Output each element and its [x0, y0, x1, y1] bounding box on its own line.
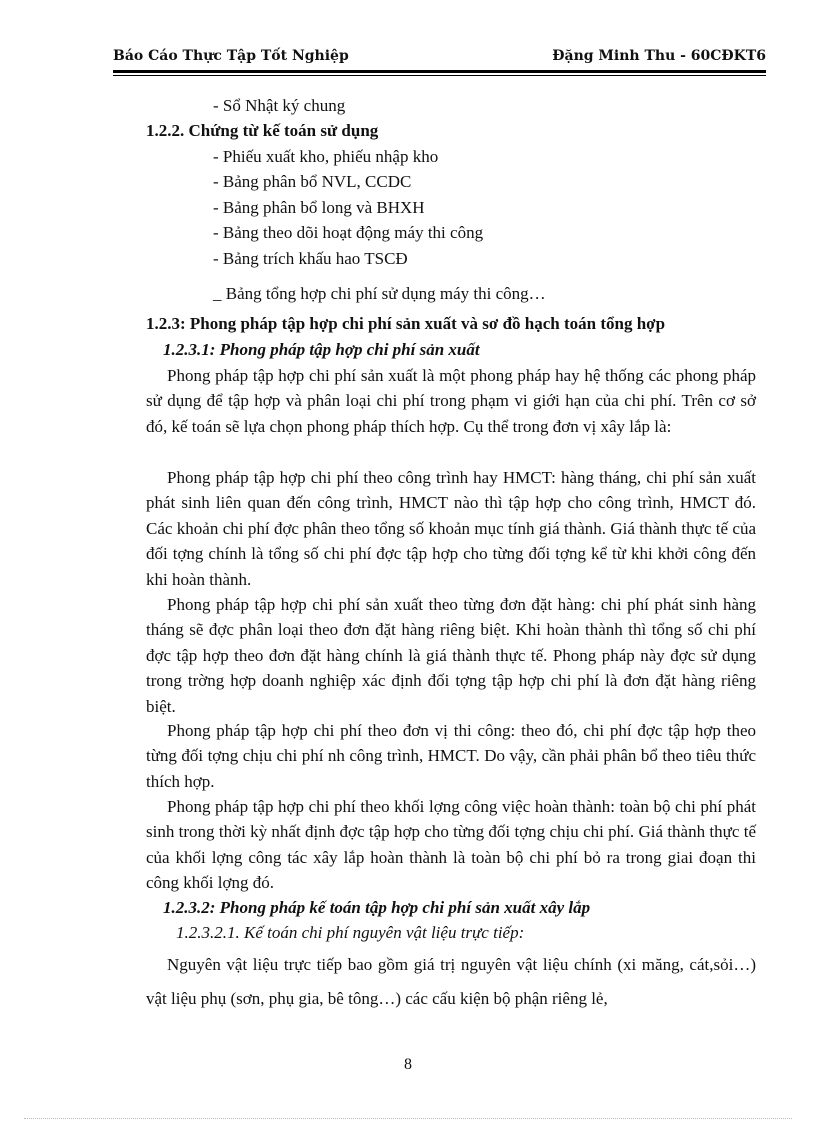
bullet-khau-hao: - Bảng trích khấu hao TSCĐ [213, 249, 408, 268]
paragraph-theo-don-vi-thi-cong: Phong pháp tập hợp chi phí theo đơn vị thi công: theo đó, chi phí đợc tập hợp theo từng đối tợng chịu chi phí nh công trình, HMCT. Do vậy, cần phải phân bổ theo tiêu thức thích hợp. [146, 721, 756, 791]
page-number: 8 [404, 1056, 412, 1073]
paragraph-theo-khoi-luong: Phong pháp tập hợp chi phí theo khối lợng công việc hoàn thành: toàn bộ chi phí phát sinh trong thời kỳ nhất định đợc tập hợp cho từng đối tợng chịu chi phí. Giá thành thực tế của khối lợng công tác xây lắp hoàn thành là toàn bộ chi phí bỏ ra trong giai đoạn thi công khối lợng đó. [146, 797, 756, 893]
paragraph-theo-cong-trinh: Phong pháp tập hợp chi phí theo công trình hay HMCT: hàng tháng, chi phí sản xuất phát sinh liên quan đến công trình, HMCT nào thì tập hợp cho công trình, HMCT đó. Các khoản chi phí đợc phân theo tổng số khoản mục tính giá thành. Giá thành thực tế của đối tợng chính là tổng số chi phí đợc tập hợp cho từng đối tợng kể từ khi khởi công đến khi hoàn thành. [146, 468, 756, 589]
heading-1-2-3-1: 1.2.3.1: Phong pháp tập hợp chi phí sản xuất [163, 340, 480, 359]
header-thick-rule [113, 70, 766, 73]
bullet-so-nhat-ky: - Sổ Nhật ký chung [213, 96, 346, 115]
bullet-phan-bo-nvl: - Bảng phân bổ NVL, CCDC [213, 172, 412, 191]
bullet-may-thi-cong: - Bảng theo dõi hoạt động máy thi công [213, 223, 484, 242]
header-thin-rule [113, 75, 766, 76]
heading-1-2-3: 1.2.3: Phong pháp tập hợp chi phí sản xuất và sơ đồ hạch toán tổng hợp [146, 314, 666, 333]
bullet-phan-bo-luong: - Bảng phân bổ long và BHXH [213, 198, 425, 217]
bullet-phieu-xuat-kho: - Phiếu xuất kho, phiếu nhập kho [213, 147, 439, 166]
paragraph-intro: Phong pháp tập hợp chi phí sản xuất là một phong pháp hay hệ thống các phong pháp sử dụng để tập hợp và phân loại chi phí trong phạm vi giới hạn của chi phí. Trên cơ sở đó, kế toán sẽ lựa chọn phong pháp thích hợp. Cụ thể trong đơn vị xây lắp là: [146, 366, 756, 436]
header-author: Đặng Minh Thu - 60CĐKT6 [552, 48, 766, 64]
header-report-title: Báo Cáo Thực Tập Tốt Nghiệp [113, 48, 349, 64]
paragraph-nguyen-vat-lieu: Nguyên vật liệu trực tiếp bao gồm giá trị nguyên vật liệu chính (xi măng, cát,sỏi…) vật liệu phụ (sơn, phụ gia, bê tông…) các cấu kiện bộ phận riêng lẻ, [146, 955, 756, 1008]
page-header [113, 46, 766, 70]
bullet-tong-hop-chi-phi: _ Bảng tổng hợp chi phí sử dụng máy thi công… [213, 284, 546, 303]
heading-1-2-2: 1.2.2. Chứng từ kế toán sử dụng [146, 121, 379, 140]
paragraph-theo-don-dat-hang: Phong pháp tập hợp chi phí sản xuất theo từng đơn đặt hàng: chi phí phát sinh hàng tháng sẽ đợc phân loại theo đơn đặt hàng riêng biệt. Khi hoàn thành thì tổng số chi phí đợc tập hợp theo đơn đặt hàng chính là giá thành thực tế. Phong pháp này đợc sử dụng trong trờng hợp doanh nghiệp xác định đối tợng tập hợp chi phí là đơn đặt hàng riêng biệt. [146, 595, 756, 716]
page-bottom-divider [24, 1118, 792, 1119]
heading-1-2-3-2-1: 1.2.3.2.1. Kế toán chi phí nguyên vật liệu trực tiếp: [176, 923, 525, 942]
heading-1-2-3-2: 1.2.3.2: Phong pháp kế toán tập hợp chi phí sản xuất xây lắp [163, 898, 591, 917]
